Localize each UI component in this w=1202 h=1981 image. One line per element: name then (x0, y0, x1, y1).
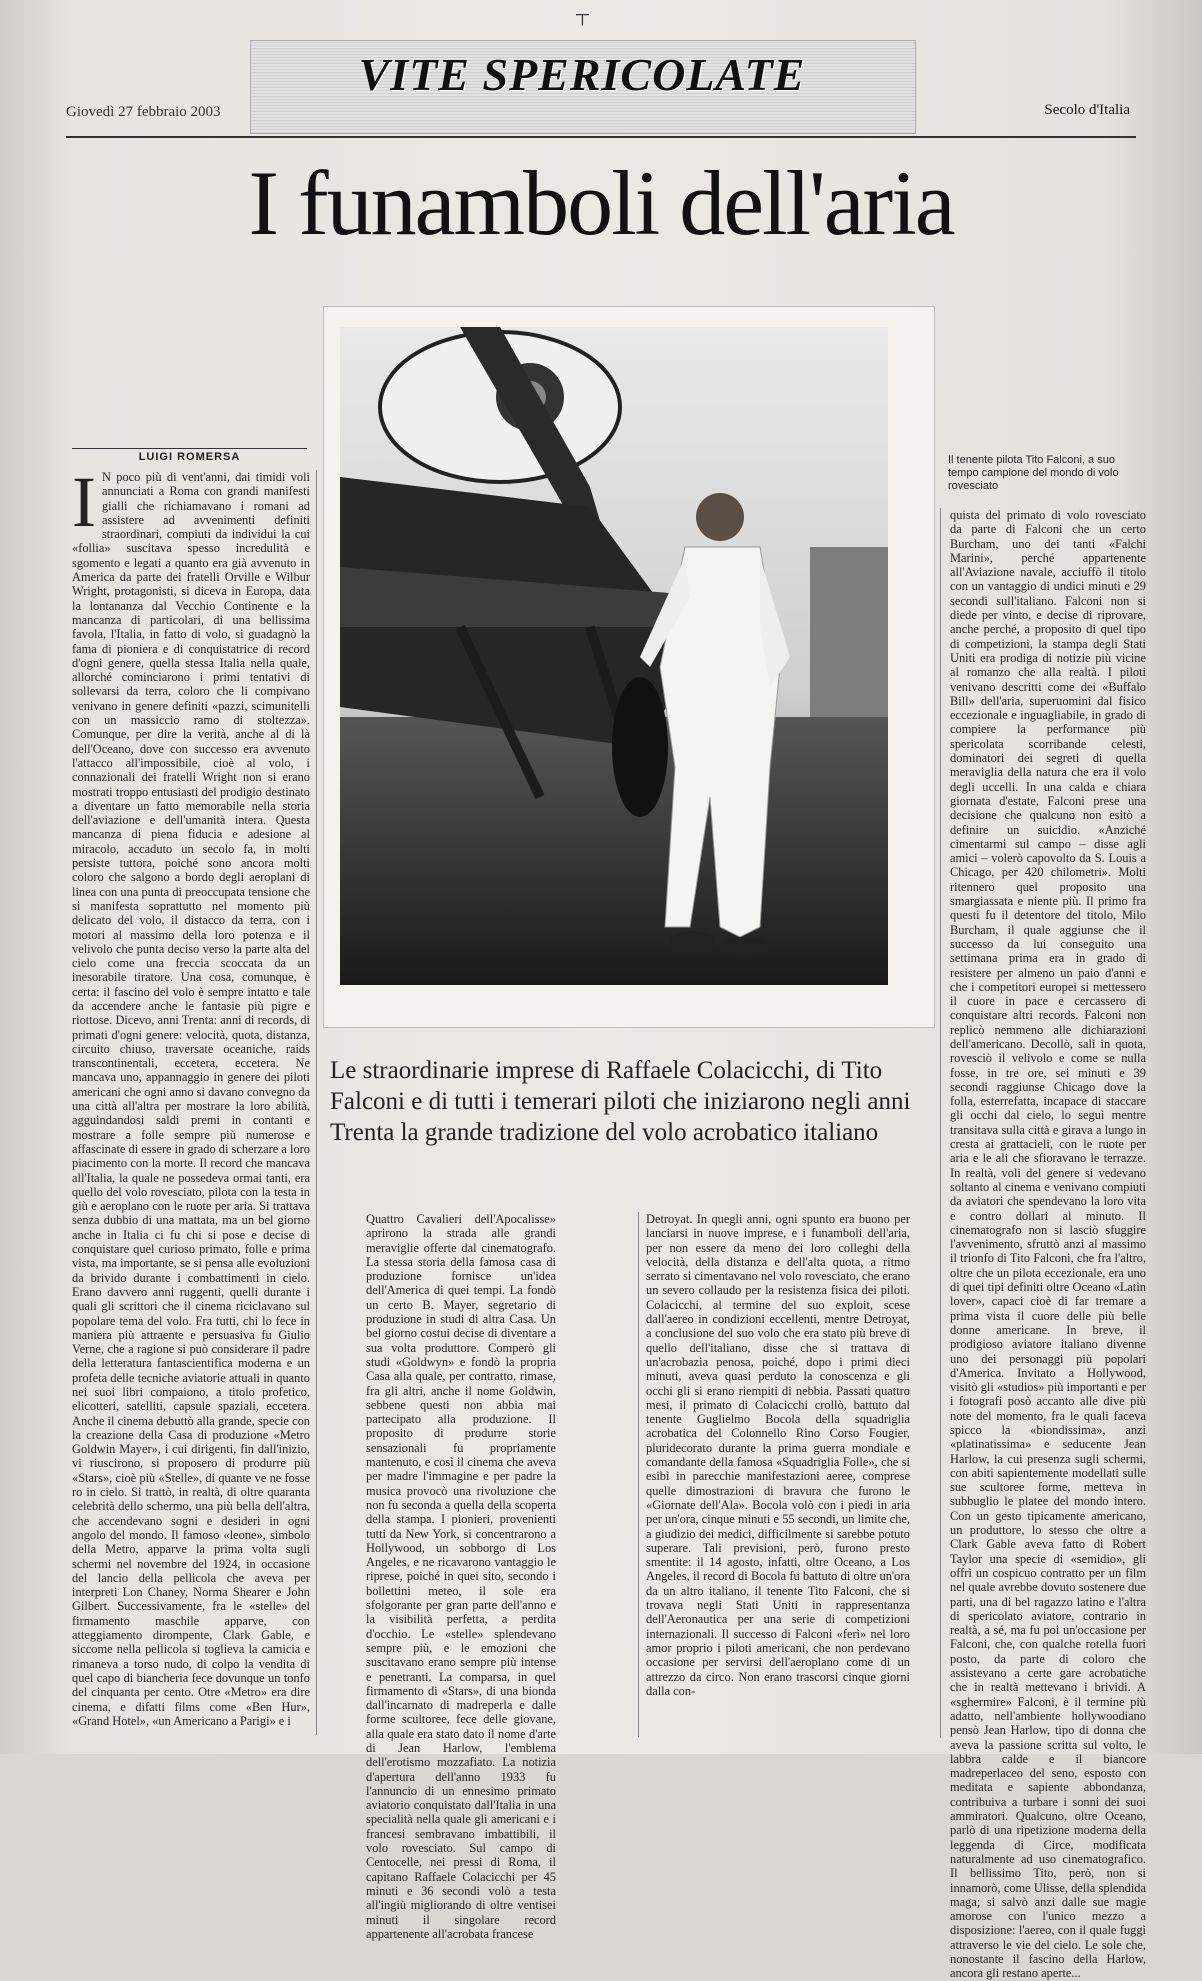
headline: I funamboli dell'aria (248, 152, 954, 254)
article-column-4 (950, 508, 1146, 1981)
newspaper-name: Secolo d'Italia (1044, 102, 1130, 118)
article-column-3 (646, 1212, 910, 1737)
column-1-text: N poco più di vent'anni, dai timidi voli annunciati a Roma con grandi manifesti gialli che richiamavano i romani ad assistere ad avvenimenti definiti straordinari, compiuti da individui la cui «follia» suscitava spesso incredulità e sgomento e legati a quanto era già avvenuto in America da parte dei fratelli Orville e Wilbur Wright, protagonisti, si diceva in Europa, data la lontananza dal Vecchio Continente e la mancanza di particolari, di una bellissima favola, l'Italia, in fatto di volo, si guadagnò la fama di pioniera e di conquistatrice di record d'ogni genere, quella stessa Italia nella quale, allorché cominciarono i primi tentativi di sollevarsi da terra, coloro che li compivano venivano in genere definiti «pazzi, scimunitelli con un massiccio ramo di stoltezza». Comunque, per dire la verità, anche al di là dell'Oceano, dove con successo era avvenuto l'attacco all'impossibile, cioè al volo, i connazionali dei fratelli Wright non si erano mostrati troppo entusiasti del prodigio destinato a diventare un fatto memorabile nella storia dell'aviazione e dell'umanità intera. Questa mancanza di piena fiducia e adesione al miracolo, accaduto un secolo fa, in molti persiste tuttora, poiché sono ancora molti coloro che salgono a bordo degli aeroplani di linea con una punta di preoccupata tensione che si manifesta soprattutto nel momento più delicato del volo, il distacco da terra, con i motori al massimo della loro potenza e il velivolo che punta deciso verso la parte alta del cielo come una freccia scoccata da un inesorabile tiratore. Una cosa, comunque, è certa: il fascino del volo è sempre intatto e tale da accendere anche le fantasie più pigre e riottose. Dicevo, anni Trenta: anni di records, di primati d'ogni genere: velocità, quota, distanza, circuito chiuso, traversate oceaniche, raids transcontinentali, eccetera, eccetera. Ne mancava uno, appannaggio in genere dei piloti americani che ogni anno si davano convegno da una città all'altra per mostrare la loro abilità, agguindandosi saldi premi in contanti e mostrare a folle sempre più numerose e affascinate di essere in grado di scherzare a loro piacimento con la morte. Il record che mancava all'Italia, la quale ne possedeva ormai tanti, era quello del volo rovesciato, pilota con la testa in giù e aeroplano con le ruote per aria. Si trattava senza dubbio di una mattata, ma un bel giorno anche in Italia ci fu chi si pose e decise di conquistare quel curioso primato, folle e prima vista, ma importante, se si pensa alle evoluzioni da brivido durante i combattimenti in cielo. Erano davvero anni ruggenti, quelli durante i quali gli scrittori che il cinema riciclavano sul popolare tema del volo. Fra tutti, chi lo fece in maniera più attraente e persuasiva fu Giulio Verne, che a ragione si può considerare il padre della letteratura fantascientifica moderna e un profeta delle tecniche aviatorie attuali in quanto nei suoi libri compaiono, a titolo profetico, elicotteri, satelliti, capsule spaziali, eccetera. Anche il cinema debuttò alla grande, specie con la creazione della Casa di produzione «Metro Goldwin Mayer», i cui dirigenti, fin dall'inizio, vi riuscirono, si proposero di produrre più «Stars», cioè più «Stelle», di quante ve ne fosse ro in cielo. Si trattò, in realtà, di oltre quaranta celebrità dello schermo, una più bella dell'altra, che accendevano sogni e desideri in ogni angolo del mondo. Il famoso «leone», simbolo della Metro, apparve la prima volta sugli schermi nel novembre del 1924, in occasione del lancio della pellicola che aveva per interpreti Lon Chaney, Norma Shearer e John Gilbert. Successivamente, fra le «stelle» del firmamento maschile apparve, con atteggiamento dirompente, Clark Gable, e siccome nella pellicola si toglieva la camicia e rimaneva a torso nudo, di colpo la vendita di quel capo di biancheria fece dovunque un tonfo del cinquanta per cento. Otre «Metro» era dire cinema, e difatti films come «Ben Hur», «Grand Hotel», «un Americano a Parigi» e i (72, 470, 310, 1728)
subheadline: Le straordinarie imprese di Raffaele Colacicchi, di Tito Falconi e di tutti i temerari piloti che iniziarono negli anni Trenta la grande tradizione del volo acrobatico italiano (330, 1057, 911, 1146)
crop-mark: ┬ (576, 4, 589, 24)
photo-caption: Il tenente pilota Tito Falconi, a suo tempo campione del mondo di volo rovesciato (948, 454, 1119, 492)
column-2-text: Quattro Cavalieri dell'Apocalisse» aprirono la strada alle grandi meraviglie offerte dal cinematografo. La stessa storia della famosa casa di produzione fornisce un'idea dell'America di quei tempi. La fondò un certo B. Mayer, segretario di produzione in studi di altra Casa. Un bel giorno costui decise di diventare a sua volta produttore. Comperò gli studi «Goldwyn» e fondò la propria Casa alla quale, per contratto, rimase, fra gli altri, anche il nome Goldwin, sebbene questi non abbia mai partecipato alla produzione. Il proposito di produrre storie sensazionali fu propriamente mantenuto, e così il cinema che aveva per madre l'immagine e per padre la musica provocò una rivoluzione che non fu seconda a quella della scoperta della stampa. I pionieri, provenienti tutti da New York, si concentrarono a Hollywood, un sobborgo di Los Angeles, e ne ricavarono vantaggio le riprese, poiché in quei sito, secondo i bollettini meteo, il sole era sfolgorante per gran parte dell'anno e la visibilità perfetta, a perdita d'occhio. Le «stelle» splendevano sempre più, e le emozioni che suscitavano erano sempre più intense e penetranti. La comparsa, in quel firmamento di «Stars», di una bionda dall'incarnato di madreperla e dalle forme scultoree, fece delle giovane, alla quale era stato dato il nome d'arte di Jean Harlow, l'emblema dell'erotismo mozzafiato. La notizia d'apertura dell'anno 1933 fu l'annuncio di un ennesimo primato aviatorio conquistato dall'Italia in una specialità nella quale gli americani e i francesi sembravano imbattibili, il volo rovesciato. Sul campo di Centocelle, nei pressi di Roma, il capitano Raffaele Colacicchi per 45 minuti e 36 secondi volò a testa all'ingiù migliorando di oltre ventisei minuti il singolare record appartenente all'acrobata francese (366, 1212, 556, 1941)
column-divider (638, 1212, 639, 1737)
column-4-text: quista del primato di volo rovesciato da parte di Falconi che un certo Burcham, uno dei tanti «Falchi Marini», perché appartenente all'Aviazione navale, acciuffò il titolo con un vantaggio di undici minuti e 29 secondi sull'italiano. Falconi non si diede per vinto, e decise di riprovare, anche perché, a proposito di quel tipo di competizioni, la stampa degli Stati Uniti era prodiga di notizie più vicine al romanzo che alla realtà. I piloti venivano descritti come dei «Buffalo Bill» dell'aria, superuomini dal fisico eccezionale e inguagliabile, in grado di compiere la performance più spericolata scorribande celesti, dominatori dei segreti di quella meraviglia della natura che era il volo degli uccelli. In una calda e chiara giornata d'estate, Falconi prese una decisione che qualcuno non esitò a definire un suicidio. «Anziché cimentarmi sul campo – disse agli amici – volerò capovolto da S. Louis a Chicago, per 420 chilometri». Molti ritennero quel proposito una smargiassata e niente più. Il primo fra questi fu il detentore del titolo, Milo Burcham, il quale aggiunse che il successo da lui conseguito una settimana prima era in grado di resistere per almeno un paio d'anni e che i competitori europei si mettessero il cuore in pace e cercassero di conquistare altri records. Falconi non replicò nemmeno alle dichiarazioni dell'americano. Decollò, salì in quota, rovesciò il velivolo e come se nulla fosse, in tre ore, sei minuti e 39 secondi raggiunse Chicago dove la folla, esterrefatta, incapace di staccare gli occhi dal cielo, lo seguì mentre transitava sulla città e girava a lungo in cresta ai grattacieli, con le ruote per aria e le ali che sfioravano le terrazze. In realtà, voli del genere si vedevano soltanto al cinema e venivano compiuti da aviatori che spendevano la loro vita e contro dollari al minuto. Il cinematografo non si lasciò sfuggire l'avvenimento, sfruttò anzi al massimo il trionfo di Tito Falconi, che fra l'altro, oltre che un pilota eccezionale, era uno di quei tipi definiti oltre Oceano «Latin lover», capaci cioè di far tremare a prima vista il cuore delle più belle donne americane. In breve, il prodigioso aviatore italiano divenne uno dei personaggi più popolari d'America. Invitato a Hollywood, visitò gli «studios» più importanti e per i fotografi posò accanto alle dive più note del momento, fra le quali faceva spicco la «biondissima», anzi «platinatissima» e seducente Jean Harlow, la cui presenza sugli schermi, con abiti sapientemente modellati sulle sue scultoree forme, metteva in subbuglio le platee del mondo intero. Con un gesto tipicamente americano, un produttore, lo stesso che oltre a Clark Gable aveva fatto di Robert Taylor una specie di «semidio», gli offrì un cospicuo contratto per un film nel quale avrebbe dovuto sostenere due parti, una di bel ragazzo latino e l'altra di spericolato aviatore, contrario in realtà, a sé, ma fu poi un'occasione per Falconi, che, con qualche rotella fuori posto, da parte di coloro che assistevano a certe gare acrobatiche che in realtà mettevano i brividi. A «sghermire» Falconi, è il termine più adatto, nell'ambiente hollywoodiano pensò Jean Harlow, tipo di donna che aveva la passione scritta sul volto, le labbra calde e il biancore madreperlaceo del seno, esposto con meditata e sapiente abbondanza, contribuiva a turbare i sonni dei suoi ammiratori. Qualcuno, oltre Oceano, parlò di una ripetizione moderna della leggenda di Circe, modificata naturalmente ad uso cinematografico. Il bellissimo Tito, però, non si innamorò, come Ulisse, della splendida maga; si salvò anzi dalle sue magie amorose con l'unico mezzo a disposizione: l'aereo, con il quale fuggì attraverso le vie del cielo. Le sole che, nonostante il fascino della Harlow, ancora gli restano aperte... (950, 508, 1146, 1981)
column-3-text: Detroyat. In quegli anni, ogni spunto era buono per lanciarsi in nuove imprese, e i funamboli dell'aria, per non essere da meno dei loro colleghi della velocità, della distanza e dell'alta quota, a ritmo serrato si cimentavano nel volo rovesciato, che erano un severo collaudo per la resistenza fisica dei piloti. Colacicchi, al termine del suo exploit, scese dall'aereo in condizioni eccellenti, mentre Detroyat, a conclusione del suo volo che era stato più breve di quello dell'italiano, disse che si trattava di un'acrobazia penosa, poiché, dopo i primi dieci minuti, aveva quasi perduto la conoscenza e gli occhi gli si erano riempiti di nebbia. Passati quattro mesi, il primato di Colacicchi crollò, battuto dal tenente Guglielmo Bocola della squadriglia acrobatica del Colonnello Rino Corso Fougier, pluridecorato durante la prima guerra mondiale e comandante della famosa «Squadriglia Folle», che si esibì in parecchie manifestazioni aeree, comprese quelle dimostrazioni di bravura che furono le «Giornate dell'Ala». Bocola volò con i piedi in aria per un'ora, cinque minuti e 55 secondi, un limite che, a giudizio dei medici, difficilmente si sarebbe potuto superare. Tali previsioni, però, furono presto smentite: il 14 agosto, infatti, oltre Oceano, a Los Angeles, il record di Bocola fu battuto di oltre un'ora da un altro italiano, il tenente Tito Falconi, che si trovava negli Stati Uniti in rappresentanza dell'Aeronautica per una serie di competizioni internazionali. Il successo di Falconi «ferì» nel loro amor proprio i piloti americani, che non perdevano occasione per servirsi dell'aeroplano come di un attrezzo da circo. Non erano trascorsi cinque giorni dalla con- (646, 1212, 910, 1698)
article-column-2 (366, 1212, 556, 1941)
article-column-1 (72, 462, 310, 1735)
header-rule (66, 136, 1136, 138)
photo-illustration (340, 327, 888, 985)
column-divider (316, 470, 317, 1735)
issue-date: Giovedì 27 febbraio 2003 (66, 104, 221, 120)
byline: LUIGI ROMERSA (72, 448, 307, 463)
column-divider (940, 508, 941, 1738)
section-rubric: VITE SPERICOLATE (358, 49, 806, 100)
drop-cap: I (72, 462, 96, 542)
article-photo (340, 327, 888, 985)
